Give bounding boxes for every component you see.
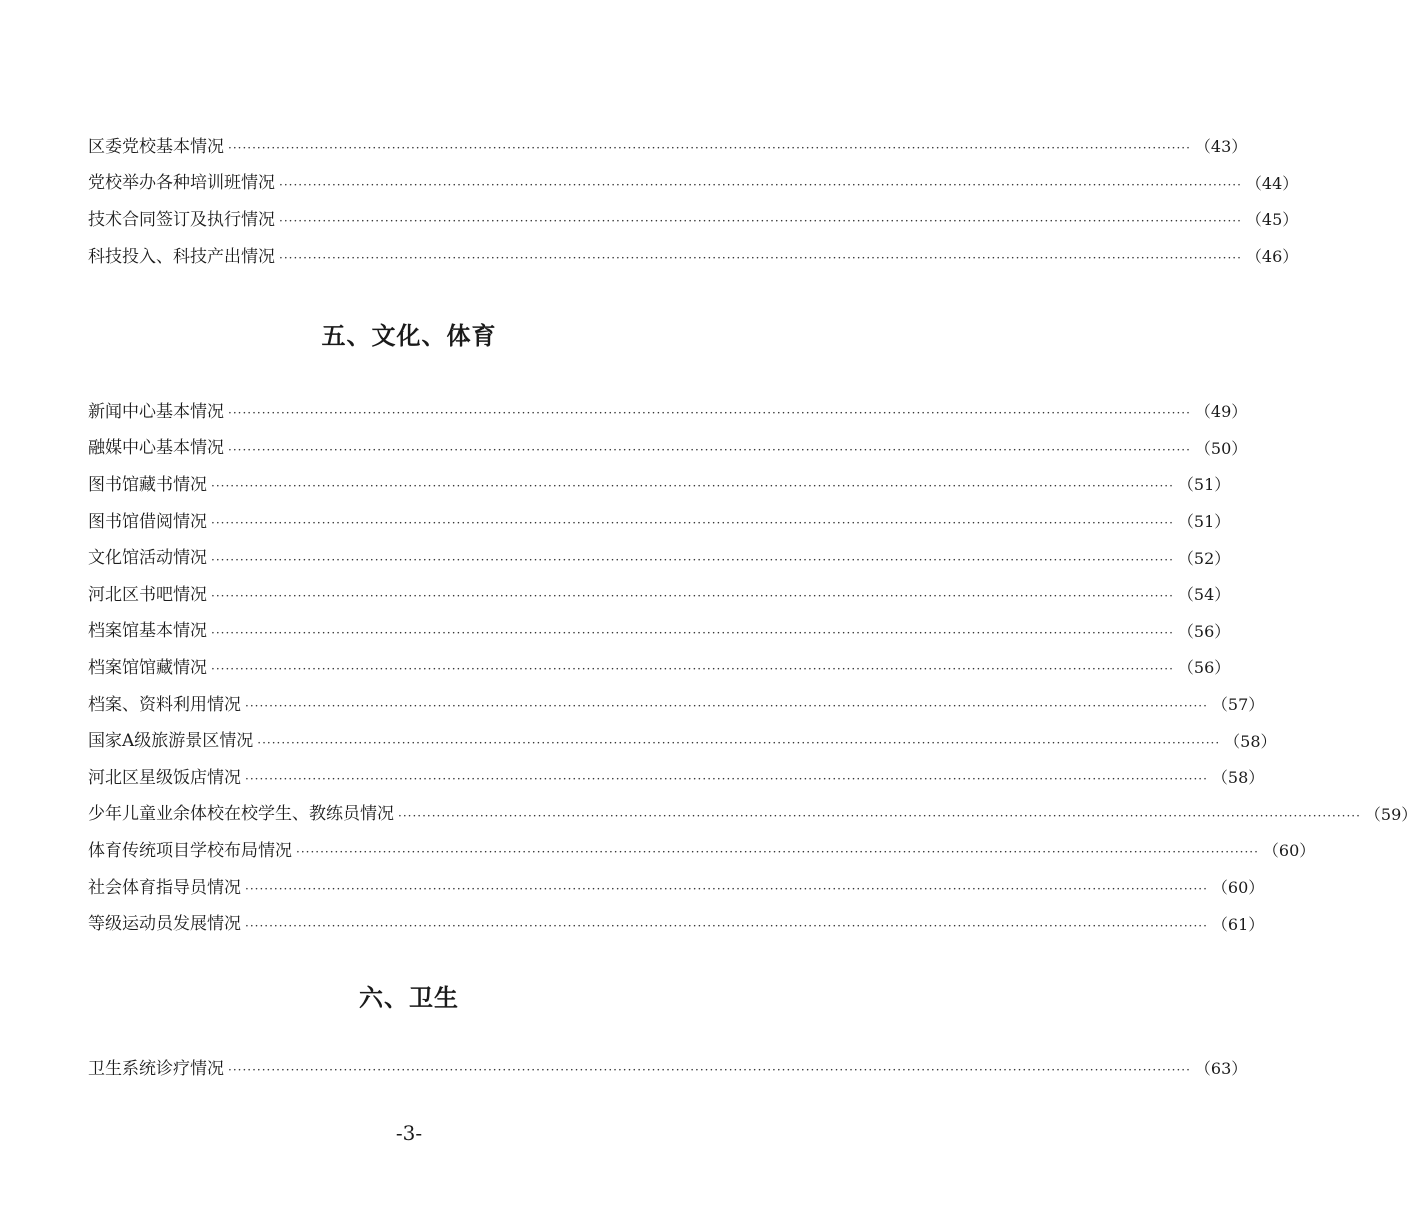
toc-entry[interactable] (88, 833, 1316, 870)
toc-entry-title: 区委党校基本情况 (88, 136, 224, 157)
toc-entry-page: （58） (1224, 731, 1277, 751)
toc-entry[interactable] (88, 129, 1248, 166)
toc-entry-page: （59） (1364, 804, 1417, 824)
toc-entry-title: 融媒中心基本情况 (88, 438, 224, 459)
toc-entry-page: （46） (1245, 247, 1299, 267)
toc-entry-page: （50） (1194, 438, 1248, 458)
section-heading-culture-sports: 五、文化、体育 (321, 322, 497, 350)
toc-entry-title: 社会体育指导员情况 (88, 877, 241, 898)
toc-leader-dots: ········································································································································································································ (296, 845, 1259, 860)
toc-entry[interactable] (88, 202, 1299, 239)
toc-entry-page: （51） (1177, 475, 1231, 495)
toc-entry-page: （61） (1211, 914, 1265, 934)
toc-leader-dots: ········································································································································································································ (245, 699, 1208, 714)
toc-entry-title: 河北区星级饭店情况 (88, 767, 241, 788)
section-heading-health: 六、卫生 (359, 984, 459, 1012)
toc-entry-title: 党校举办各种培训班情况 (88, 173, 275, 194)
toc-entry[interactable] (88, 614, 1231, 651)
toc-entry-title: 等级运动员发展情况 (88, 914, 241, 935)
toc-entry-title: 少年儿童业余体校在校学生、教练员情况 (88, 804, 394, 825)
toc-entry-page: （52） (1177, 548, 1231, 568)
toc-leader-dots: ········································································································································································································ (245, 772, 1208, 787)
toc-leader-dots: ········································································································································································································ (279, 214, 1242, 229)
toc-leader-dots: ········································································································································································································ (398, 808, 1361, 823)
toc-entry[interactable] (88, 723, 1277, 760)
page-number: -3- (395, 1121, 423, 1145)
toc-leader-dots: ········································································································································································································ (245, 918, 1208, 933)
toc-entry-title: 档案馆馆藏情况 (88, 657, 207, 678)
toc-entry[interactable] (88, 394, 1248, 431)
toc-leader-dots: ········································································································································································································ (279, 177, 1242, 192)
toc-leader-dots: ········································································································································································································ (211, 479, 1174, 494)
toc-entry-page: （51） (1177, 512, 1231, 532)
toc-entry-title: 图书馆借阅情况 (88, 511, 207, 532)
toc-leader-dots: ········································································································································································································ (211, 552, 1174, 567)
toc-group-culture-sports (88, 394, 1417, 943)
toc-entry[interactable] (88, 431, 1248, 468)
toc-entry-title: 档案、资料利用情况 (88, 694, 241, 715)
toc-entry-page: （60） (1262, 841, 1316, 861)
toc-leader-dots: ········································································································································································································ (211, 625, 1174, 640)
toc-entry[interactable] (88, 467, 1231, 504)
toc-group-health (88, 1051, 1248, 1088)
toc-leader-dots: ········································································································································································································ (211, 516, 1174, 531)
toc-entry-title: 技术合同签订及执行情况 (88, 209, 275, 230)
toc-entry-title: 体育传统项目学校布局情况 (88, 840, 292, 861)
toc-entry-page: （56） (1177, 658, 1231, 678)
toc-entry[interactable] (88, 504, 1231, 541)
toc-entry-page: （63） (1194, 1059, 1248, 1079)
toc-entry[interactable] (88, 687, 1265, 724)
toc-entry-title: 图书馆藏书情况 (88, 474, 207, 495)
toc-leader-dots: ········································································································································································································ (211, 662, 1174, 677)
toc-leader-dots: ········································································································································································································ (211, 589, 1174, 604)
toc-entry-page: （44） (1245, 173, 1299, 193)
toc-leader-dots: ········································································································································································································ (228, 406, 1191, 421)
toc-entry[interactable] (88, 540, 1231, 577)
toc-entry[interactable] (88, 577, 1231, 614)
toc-entry[interactable] (88, 906, 1265, 943)
toc-entry-page: （60） (1211, 878, 1265, 898)
toc-entry[interactable] (88, 239, 1299, 276)
toc-entry-page: （43） (1194, 137, 1248, 157)
toc-entry-title: 国家A级旅游景区情况 (88, 731, 254, 752)
toc-entry-page: （45） (1245, 210, 1299, 230)
toc-entry-title: 新闻中心基本情况 (88, 401, 224, 422)
toc-leader-dots: ········································································································································································································ (228, 1063, 1191, 1078)
toc-leader-dots: ········································································································································································································ (279, 251, 1242, 266)
toc-entry-title: 河北区书吧情况 (88, 584, 207, 605)
toc-entry[interactable] (88, 1051, 1248, 1088)
toc-entry[interactable] (88, 797, 1417, 834)
toc-entry-page: （58） (1211, 768, 1265, 788)
toc-entry-page: （56） (1177, 621, 1231, 641)
toc-leader-dots: ········································································································································································································ (245, 882, 1208, 897)
toc-entry-title: 文化馆活动情况 (88, 548, 207, 569)
toc-entry-page: （57） (1211, 695, 1265, 715)
toc-entry-page: （49） (1194, 402, 1248, 422)
toc-entry-title: 档案馆基本情况 (88, 621, 207, 642)
toc-entry[interactable] (88, 650, 1231, 687)
toc-leader-dots: ········································································································································································································ (228, 141, 1191, 156)
toc-entry[interactable] (88, 166, 1299, 203)
toc-entry-title: 卫生系统诊疗情况 (88, 1058, 224, 1079)
toc-entry-page: （54） (1177, 585, 1231, 605)
toc-group-science (88, 129, 1299, 275)
toc-entry-title: 科技投入、科技产出情况 (88, 246, 275, 267)
toc-leader-dots: ········································································································································································································ (257, 735, 1221, 750)
toc-leader-dots: ········································································································································································································ (228, 442, 1191, 457)
toc-entry[interactable] (88, 760, 1265, 797)
toc-entry[interactable] (88, 870, 1265, 907)
